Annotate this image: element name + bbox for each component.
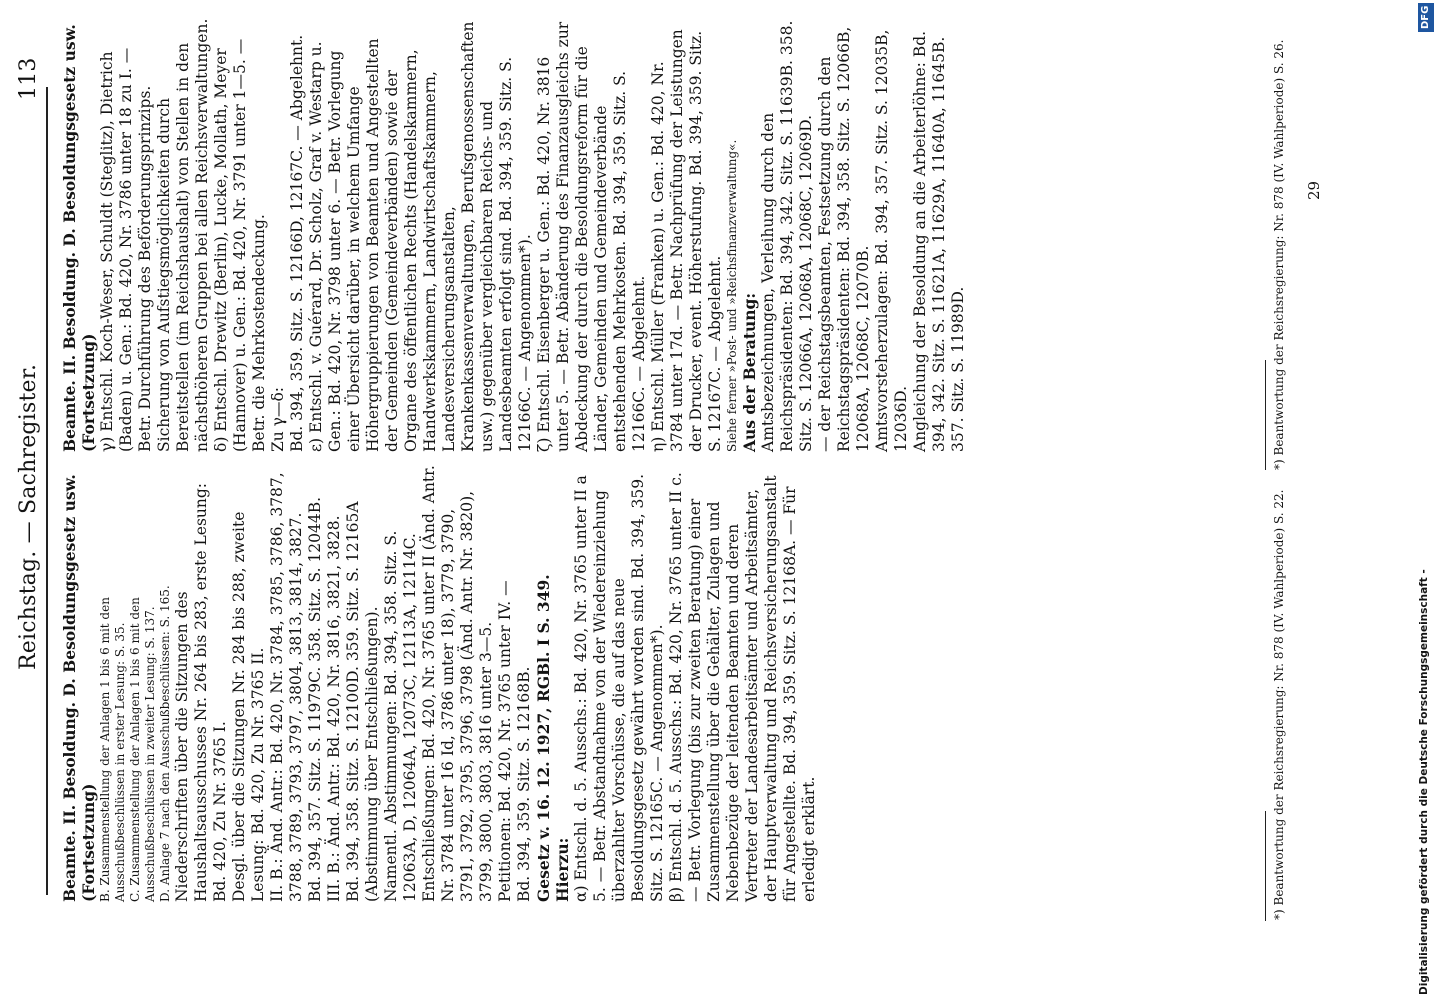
right-line: δ) Entschl. Drewitz (Berlin), Lucke, Mollath, Meyer (Hannover) u. Gen.: Bd. 420, Nr. 3791 unter 1—5. — Betr. die Mehrkostendeckung. [212, 38, 268, 452]
right-line: Zu γ—δ: [269, 387, 287, 452]
left-column [60, 462, 819, 902]
header-rule [46, 87, 48, 895]
right-column [60, 17, 968, 452]
left-line: β) Entschl. d. 5. Ausschs.: Bd. 420, Nr. 3765 unter II c. — Betr. Vorlegung (bis zur zweiten Beratung) einer Zusammenstellung über die Gehälter, Zulagen und Nebenbezüge der leitenden Beamten und deren Vertreter der Landesarbeitsämter und Arbeitsämter, der Hauptverwaltung und Reichsversicherungsanstalt für Angestellte. Bd. 394, 359. Sitz. S. 12168A. — Für erledigt erklärt. [667, 472, 818, 902]
right-line: η) Entschl. Müller (Franken) u. Gen.: Bd. 420, Nr. 3784 unter 17d. — Betr. Nachprüfung der Leistungen der Drucker, event. Höherstufung. Bd. 394, 359. Sitz. S. 12167C. — Abgelehnt. [649, 29, 724, 452]
left-line: Hierzu: [553, 837, 572, 902]
left-heading: Beamte. II. Besoldung. D. Besoldungsgesetz usw. (Fortsetzung) [60, 474, 98, 902]
left-footnote-rule [1265, 811, 1266, 921]
left-line: Petitionen: Bd. 420, Nr. 3765 unter IV. — [496, 580, 514, 902]
left-line: D. Anlage 7 nach den Ausschußbeschlüssen: S. 165. [158, 585, 172, 902]
left-line: Bd. 394, 357. Sitz. S. 11979C. 358. Sitz. S. 12044B. [306, 496, 324, 902]
left-line: α) Entschl. d. 5. Ausschs.: Bd. 420, Nr. 3765 unter II a 5. — Betr. Abstandnahme von der Wiedereinziehung überzahlter Vorschüsse, die auf das neue Besoldungsgesetz gewährt worden sind. Bd. 394, 359. Sitz. S. 12165C. — Angenommen*). [572, 473, 666, 902]
page-number: 113 [16, 57, 41, 100]
left-line: Entschließungen: Bd. 420, Nr. 3765 unter II (Änd. Antr. Nr. 3784 unter 16 Id, 3786 unter 18), 3779, 3790, 3791, 3792, 3795, 3796, 3798 (Änd. Antr. Nr. 3820), 3799, 3800, 3803, 3816 unter 3—5. [420, 465, 495, 902]
right-heading: Beamte. II. Besoldung. D. Besoldungsgesetz usw. (Fortsetzung) [60, 24, 98, 452]
left-line: Bd. 394, 359. Sitz. S. 12168B. [515, 666, 533, 902]
right-line: Siehe ferner »Post- und »Reichsfinanzverwaltung«. [725, 139, 739, 452]
left-line: B. Zusammenstellung der Anlagen 1 bis 6 mit den Ausschußbeschlüssen in erster Lesung: S. 35. [98, 597, 127, 902]
funding-notice: Digitalisierung gefördert durch die Deutsche Forschungsgemeinschaft - [1418, 569, 1430, 995]
left-footnote: *) Beantwortung der Reichsregierung: Nr. 878 (IV. Wahlperiode) S. 22. [1272, 489, 1286, 920]
right-footnote: *) Beantwortung der Reichsregierung: Nr. 878 (IV. Wahlperiode) S. 26. [1272, 39, 1286, 470]
left-line: III. B.: Änd. Antr.: Bd. 420, Nr. 3816, 3821, 3828. [325, 515, 343, 902]
left-line: Bd. 394, 358. Sitz. S. 12100D. 359. Sitz. S. 12165A (Abstimmung über Entschließungen). [344, 501, 381, 902]
right-line: ε) Entschl. v. Guérard, Dr. Scholz, Graf v. Westarp u. Gen.: Bd. 420, Nr. 3798 unter 6. — Betr. Vorlegung einer Übersicht darüber, in welchem Umfange Höhergruppierungen von Beamten und Angestellten der Gemeinden (Gemeindeverbänden) sowie der Organe des öffentlichen Rechts (Handelskammern, Handwerkskammern, Landwirtschaftskammern, Landesversicherungsanstalten, Krankenkassenverwaltungen, Berufsgenossenschaften usw.) gegenüber vergleichbaren Reichs- und Landesbeamten erfolgt sind. Bd. 394, 359. Sitz. S. 12166C. — Angenommen*). [307, 21, 534, 452]
right-line: Amtsvorsteherzulagen: Bd. 394, 357. Sitz. S. 12035B, 12036D. [873, 29, 910, 452]
right-line: γ) Entschl. Koch-Weser, Schuldt (Steglitz), Dietrich (Baden) u. Gen.: Bd. 420, Nr. 3786 unter 18 zu I. — Betr. Durchführung des Beförderungsprinzips. Sicherung von Aufstiegsmöglichkeiten durch Bereitstellen (im Reichshaushalt) von Stellen in den nächsthöheren Gruppen bei allen Reichsverwaltungen. [98, 18, 211, 452]
left-line: Gesetz v. 16. 12. 1927, RGBl. I S. 349. [534, 574, 553, 902]
page-header-title: Reichstag. — Sachregister. [16, 363, 41, 670]
left-line: C. Zusammenstellung der Anlagen 1 bis 6 mit den Ausschußbeschlüssen in zweiter Lesung: S. 137. [128, 597, 157, 902]
left-line: Desgl. über die Sitzungen Nr. 284 bis 288, zweite Lesung: Bd. 420, Zu Nr. 3765 II. [230, 511, 267, 902]
right-line: Aus der Beratung: [740, 292, 759, 452]
left-line: Namentl. Abstimmungen: Bd. 394, 358. Sitz. S. 12063A, D, 12064A, 12073C, 12113A, 12114C. [382, 530, 419, 902]
right-line: Amtsbezeichnungen, Verleihung durch den Reichspräsidenten: Bd. 394, 342. Sitz. S. 11639B. 358. Sitz. S. 12066A, 12068A, 12068C, 12069D. [759, 20, 815, 452]
dfg-logo: DFG [1418, 3, 1434, 32]
right-line: ζ) Entschl. Eisenberger u. Gen.: Bd. 420, Nr. 3816 unter 5. — Betr. Abänderung des Finanzausgleichs zur Abdeckung der durch die Besoldungsreform für die Länder, Gemeinden und Gemeindeverbände entstehenden Mehrkosten. Bd. 394, 359. Sitz. S. 12166C. — Abgelehnt. [535, 21, 648, 452]
right-line: — der Reichstagsbeamten, Festsetzung durch den Reichstagspräsidenten: Bd. 394, 358. Sitz. S. 12066B, 12068A, 12068C, 12070B. [816, 26, 872, 452]
left-line: Niederschriften über die Sitzungen des Haushaltsausschusses Nr. 264 bis 283, erste Lesung: Bd. 420, Zu Nr. 3765 I. [173, 482, 229, 902]
right-line: Angleichung der Besoldung an die Arbeiterlöhne: Bd. 394, 342. Sitz. S. 11621A, 11629A, 11640A, 11645B. 357. Sitz. S. 11989D. [911, 30, 967, 452]
right-line: Bd. 394, 359. Sitz. S. 12166D, 12167C. — Abgelehnt. [288, 34, 306, 452]
right-footnote-rule [1265, 360, 1266, 470]
scan-number: 29 [1305, 180, 1323, 200]
left-line: II. B.: Änd. Antr.: Bd. 420, Nr. 3784, 3785, 3786, 3787, 3788, 3789, 3793, 3797, 3804, 3813, 3814, 3827. [268, 472, 305, 902]
